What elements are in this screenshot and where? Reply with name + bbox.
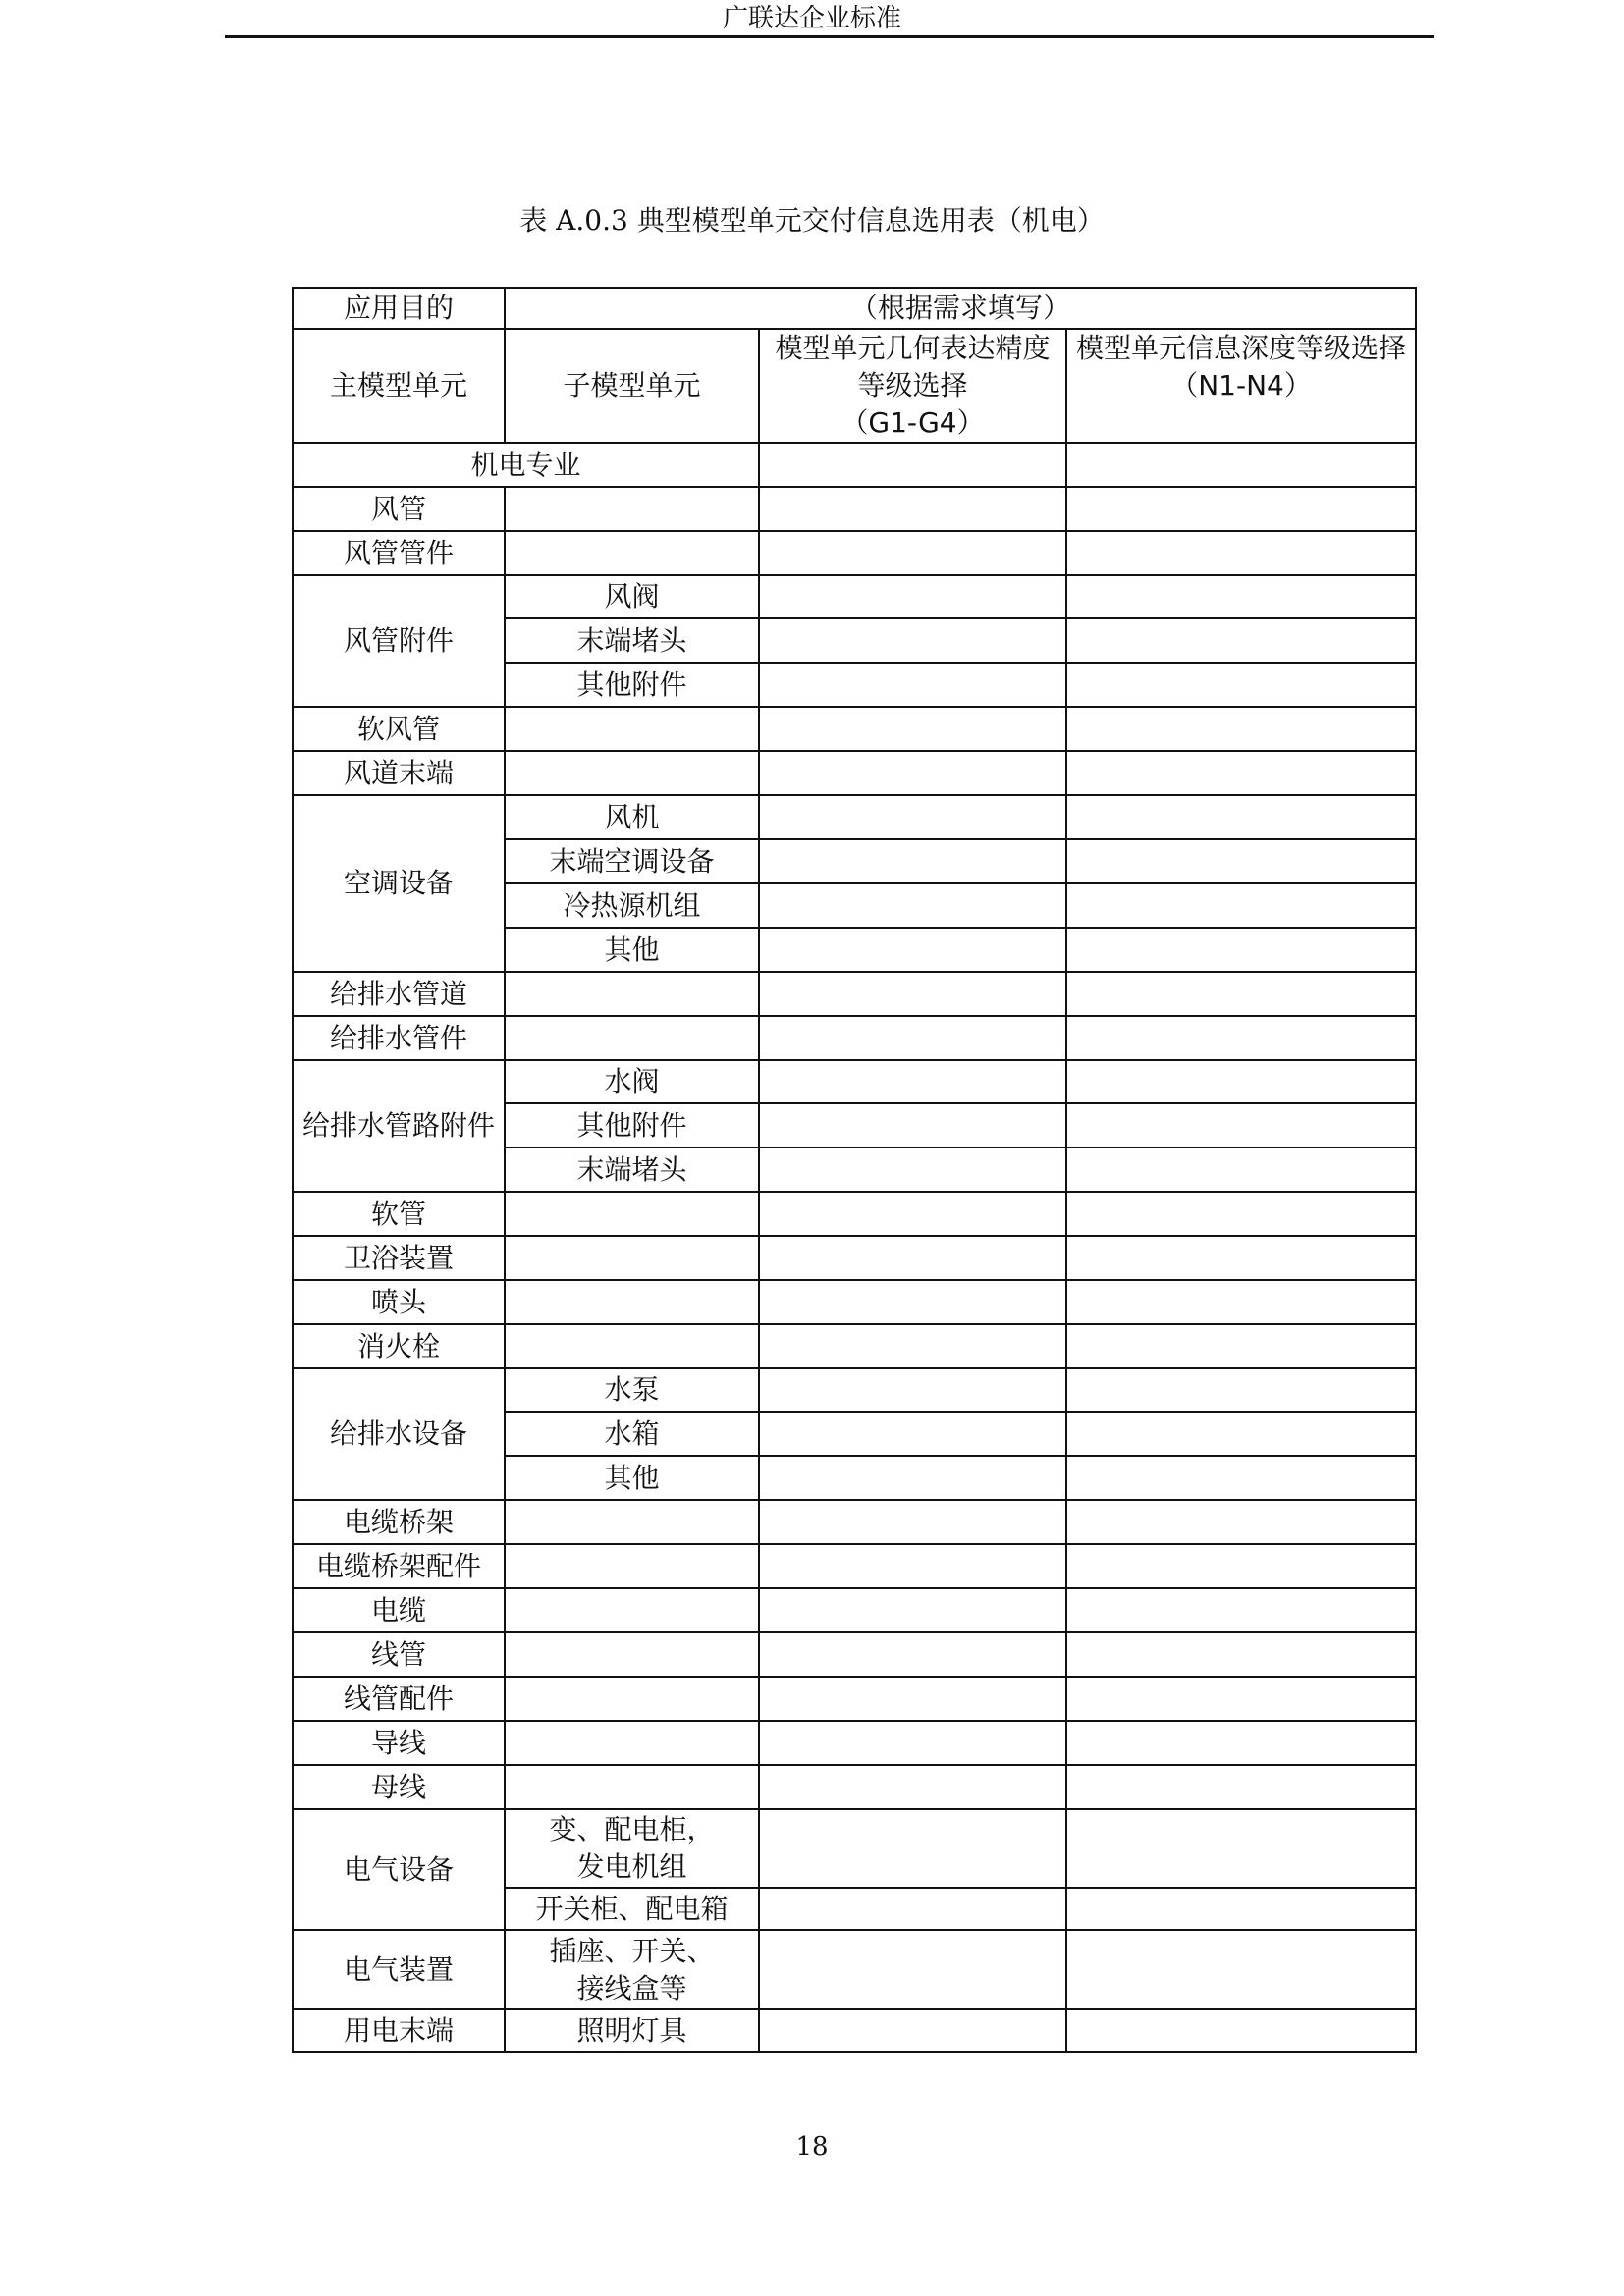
table-row <box>293 795 1416 839</box>
table-row <box>293 1544 1416 1588</box>
sub-unit-cell <box>505 707 759 751</box>
column-header-sub-unit: 子模型单元 <box>505 329 759 443</box>
info-level-cell <box>1066 707 1416 751</box>
geometry-level-cell <box>759 1809 1066 1888</box>
main-unit-cell: 风道末端 <box>293 751 505 795</box>
sub-unit-line: 接线盒等 <box>576 1971 687 2004</box>
page-number: 18 <box>795 2132 829 2162</box>
table-row <box>293 1368 1416 1412</box>
geometry-level-cell <box>759 1500 1066 1544</box>
geometry-level-cell <box>759 618 1066 663</box>
info-level-cell <box>1066 1588 1416 1632</box>
table-row <box>293 1765 1416 1809</box>
table-row <box>293 1500 1416 1544</box>
table-row <box>293 575 1416 618</box>
main-unit-cell: 电缆桥架 <box>293 1500 505 1544</box>
purpose-value: （根据需求填写） <box>505 288 1416 329</box>
geometry-level-cell <box>759 1148 1066 1192</box>
column-header-main-unit: 主模型单元 <box>293 329 505 443</box>
info-level-cell <box>1066 928 1416 972</box>
info-level-cell <box>1066 1324 1416 1368</box>
info-level-cell <box>1066 972 1416 1016</box>
main-unit-cell: 消火栓 <box>293 1324 505 1368</box>
table-row <box>293 751 1416 795</box>
info-level-cell <box>1066 1721 1416 1765</box>
main-unit-cell: 线管 <box>293 1632 505 1677</box>
sub-unit-cell: 末端空调设备 <box>505 839 759 883</box>
table-row <box>293 1280 1416 1324</box>
running-header: 广联达企业标准 <box>722 4 901 33</box>
geometry-level-cell <box>759 1888 1066 1930</box>
sub-unit-cell <box>505 1632 759 1677</box>
geometry-level-line2: 等级选择 <box>857 369 968 401</box>
sub-unit-cell: 照明灯具 <box>505 2009 759 2052</box>
info-level-cell <box>1066 1280 1416 1324</box>
empty-cell <box>1066 443 1416 487</box>
main-unit-cell: 风管附件 <box>293 575 505 707</box>
table-row <box>293 1721 1416 1765</box>
geometry-level-cell <box>759 1280 1066 1324</box>
geometry-level-cell <box>759 1677 1066 1721</box>
geometry-level-cell <box>759 1060 1066 1103</box>
main-unit-cell: 线管配件 <box>293 1677 505 1721</box>
sub-unit-cell <box>505 972 759 1016</box>
section-row <box>293 443 1416 487</box>
sub-unit-cell <box>505 1192 759 1236</box>
main-unit-cell: 导线 <box>293 1721 505 1765</box>
delivery-info-table <box>292 287 1417 2053</box>
sub-unit-cell: 末端堵头 <box>505 618 759 663</box>
geometry-level-cell <box>759 839 1066 883</box>
column-header-info-level <box>1066 329 1416 443</box>
geometry-level-cell <box>759 707 1066 751</box>
geometry-level-line1: 模型单元几何表达精度 <box>775 332 1051 364</box>
sub-unit-cell <box>505 1930 759 2009</box>
sub-unit-cell <box>505 487 759 531</box>
table-row <box>293 1588 1416 1632</box>
main-unit-cell: 空调设备 <box>293 795 505 972</box>
table-row <box>293 1930 1416 2009</box>
sub-unit-line: 插座、开关、 <box>549 1934 715 1967</box>
info-level-cell <box>1066 1544 1416 1588</box>
main-unit-cell: 卫浴装置 <box>293 1236 505 1280</box>
info-level-cell <box>1066 1368 1416 1412</box>
geometry-level-cell <box>759 1192 1066 1236</box>
info-level-line2: （N1-N4） <box>1170 369 1312 401</box>
table-row <box>293 1809 1416 1888</box>
geometry-level-cell <box>759 2009 1066 2052</box>
main-unit-cell: 软风管 <box>293 707 505 751</box>
main-unit-cell: 电气设备 <box>293 1809 505 1930</box>
main-unit-cell: 母线 <box>293 1765 505 1809</box>
sub-unit-cell <box>505 1765 759 1809</box>
sub-unit-cell <box>505 1809 759 1888</box>
geometry-level-cell <box>759 1930 1066 2009</box>
section-label: 机电专业 <box>293 443 759 487</box>
table-row <box>293 531 1416 575</box>
table-row <box>293 1016 1416 1060</box>
geometry-level-cell <box>759 1721 1066 1765</box>
header-rule <box>225 35 1434 38</box>
info-level-cell <box>1066 1412 1416 1456</box>
geometry-level-cell <box>759 928 1066 972</box>
sub-unit-cell: 末端堵头 <box>505 1148 759 1192</box>
info-level-line1: 模型单元信息深度等级选择 <box>1076 332 1407 364</box>
sub-unit-cell: 水箱 <box>505 1412 759 1456</box>
sub-unit-cell <box>505 1500 759 1544</box>
sub-unit-cell: 其他附件 <box>505 663 759 707</box>
sub-unit-cell <box>505 751 759 795</box>
table-title: 表 A.0.3 典型模型单元交付信息选用表（机电） <box>519 204 1105 237</box>
table-row <box>293 1192 1416 1236</box>
geometry-level-cell <box>759 1324 1066 1368</box>
main-unit-cell: 给排水管件 <box>293 1016 505 1060</box>
info-level-cell <box>1066 1888 1416 1930</box>
purpose-label: 应用目的 <box>293 288 505 329</box>
main-unit-cell: 电缆桥架配件 <box>293 1544 505 1588</box>
table-row <box>293 1632 1416 1677</box>
sub-unit-cell: 风阀 <box>505 575 759 618</box>
geometry-level-cell <box>759 1632 1066 1677</box>
sub-unit-cell <box>505 1280 759 1324</box>
info-level-cell <box>1066 883 1416 928</box>
info-level-cell <box>1066 487 1416 531</box>
empty-cell <box>759 443 1066 487</box>
sub-unit-cell <box>505 1324 759 1368</box>
sub-unit-cell: 其他附件 <box>505 1103 759 1148</box>
geometry-level-cell <box>759 1368 1066 1412</box>
info-level-cell <box>1066 2009 1416 2052</box>
geometry-level-line3: （G1-G4） <box>840 406 985 439</box>
sub-unit-cell <box>505 1721 759 1765</box>
main-unit-cell: 风管管件 <box>293 531 505 575</box>
table-row <box>293 1236 1416 1280</box>
geometry-level-cell <box>759 1236 1066 1280</box>
main-unit-cell: 电缆 <box>293 1588 505 1632</box>
geometry-level-cell <box>759 1103 1066 1148</box>
sub-unit-cell: 水泵 <box>505 1368 759 1412</box>
table-row <box>293 487 1416 531</box>
info-level-cell <box>1066 663 1416 707</box>
main-unit-cell: 喷头 <box>293 1280 505 1324</box>
info-level-cell <box>1066 795 1416 839</box>
sub-unit-line: 变、配电柜， <box>549 1813 715 1845</box>
main-unit-cell: 软管 <box>293 1192 505 1236</box>
table-row <box>293 1677 1416 1721</box>
geometry-level-cell <box>759 1016 1066 1060</box>
info-level-cell <box>1066 1500 1416 1544</box>
sub-unit-cell: 其他 <box>505 928 759 972</box>
column-header-geometry-level <box>759 329 1066 443</box>
sub-unit-cell: 其他 <box>505 1456 759 1500</box>
sub-unit-cell: 水阀 <box>505 1060 759 1103</box>
info-level-cell <box>1066 1148 1416 1192</box>
table-row <box>293 1324 1416 1368</box>
sub-unit-cell: 冷热源机组 <box>505 883 759 928</box>
main-unit-cell: 给排水设备 <box>293 1368 505 1500</box>
info-level-cell <box>1066 1677 1416 1721</box>
main-unit-cell: 风管 <box>293 487 505 531</box>
table-row <box>293 972 1416 1016</box>
geometry-level-cell <box>759 1588 1066 1632</box>
main-unit-cell: 给排水管路附件 <box>293 1060 505 1192</box>
geometry-level-cell <box>759 883 1066 928</box>
info-level-cell <box>1066 1192 1416 1236</box>
info-level-cell <box>1066 1103 1416 1148</box>
main-unit-cell: 电气装置 <box>293 1930 505 2009</box>
info-level-cell <box>1066 1632 1416 1677</box>
info-level-cell <box>1066 531 1416 575</box>
geometry-level-cell <box>759 972 1066 1016</box>
main-unit-cell: 用电末端 <box>293 2009 505 2052</box>
table-row <box>293 1060 1416 1103</box>
info-level-cell <box>1066 751 1416 795</box>
table-row <box>293 707 1416 751</box>
sub-unit-cell <box>505 1544 759 1588</box>
info-level-cell <box>1066 1809 1416 1888</box>
geometry-level-cell <box>759 575 1066 618</box>
sub-unit-cell: 风机 <box>505 795 759 839</box>
geometry-level-cell <box>759 795 1066 839</box>
info-level-cell <box>1066 1060 1416 1103</box>
sub-unit-cell: 开关柜、配电箱 <box>505 1888 759 1930</box>
geometry-level-cell <box>759 1544 1066 1588</box>
table-row <box>293 288 1416 329</box>
geometry-level-cell <box>759 531 1066 575</box>
geometry-level-cell <box>759 1412 1066 1456</box>
info-level-cell <box>1066 1016 1416 1060</box>
sub-unit-line: 发电机组 <box>576 1850 687 1883</box>
info-level-cell <box>1066 839 1416 883</box>
table-row <box>293 2009 1416 2052</box>
info-level-cell <box>1066 618 1416 663</box>
geometry-level-cell <box>759 663 1066 707</box>
sub-unit-cell <box>505 1677 759 1721</box>
sub-unit-cell <box>505 1588 759 1632</box>
info-level-cell <box>1066 575 1416 618</box>
geometry-level-cell <box>759 487 1066 531</box>
sub-unit-cell <box>505 1236 759 1280</box>
info-level-cell <box>1066 1765 1416 1809</box>
info-level-cell <box>1066 1236 1416 1280</box>
main-unit-cell: 给排水管道 <box>293 972 505 1016</box>
geometry-level-cell <box>759 1456 1066 1500</box>
geometry-level-cell <box>759 751 1066 795</box>
sub-unit-cell <box>505 1016 759 1060</box>
info-level-cell <box>1066 1930 1416 2009</box>
geometry-level-cell <box>759 1765 1066 1809</box>
header-row <box>293 329 1416 443</box>
info-level-cell <box>1066 1456 1416 1500</box>
sub-unit-cell <box>505 531 759 575</box>
